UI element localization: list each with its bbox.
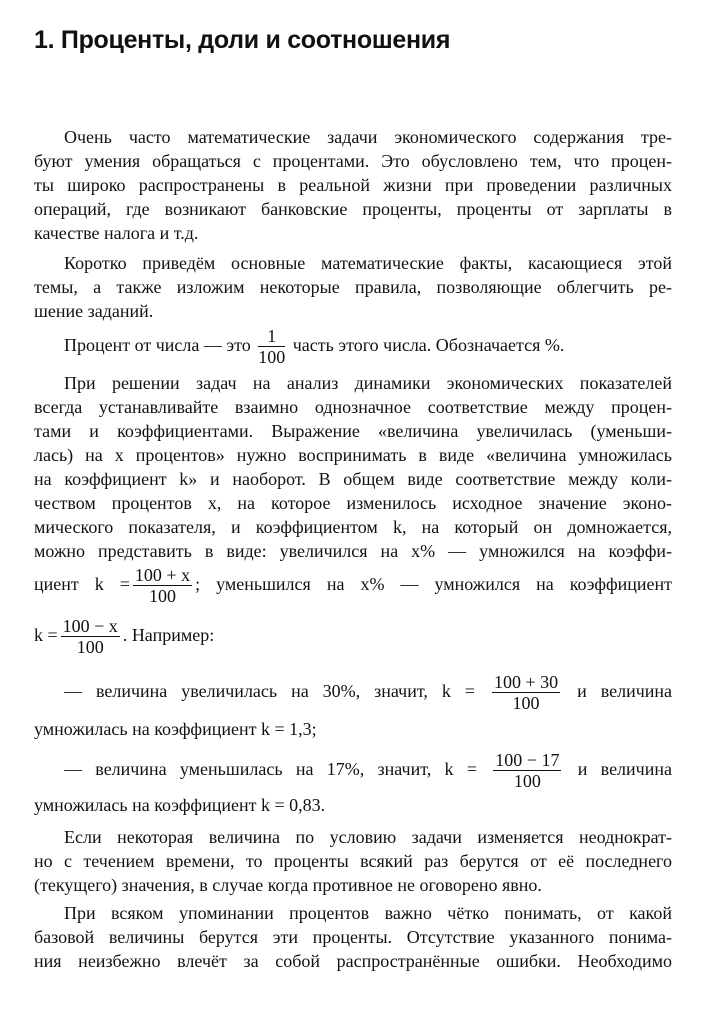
text: и величина [577, 681, 672, 701]
text-line: качестве налога и т.д. [34, 223, 199, 243]
text-line: шение заданий. [34, 301, 154, 321]
denominator: 100 [258, 347, 286, 368]
formula-line [64, 746, 672, 792]
text: часть этого числа. Обозначается %. [292, 335, 565, 355]
text: — величина уменьшилась на 17%, значит, k = [64, 759, 477, 779]
text: k = [34, 625, 58, 645]
text-line: При решении задач на анализ динамики экономических показателей [64, 373, 672, 393]
denominator: 100 [149, 586, 176, 607]
formula-line [64, 668, 672, 714]
text-line: тами и коэффициентами. Выражение «величина увеличилась (уменьши- [34, 421, 672, 441]
text-line: но с течением времени, то проценты всякий раз берутся от её последнего [34, 851, 672, 871]
text: циент k = [34, 574, 130, 594]
text-line: всегда устанавливайте взаимно однозначное соответствие между процен- [34, 397, 672, 417]
text-line: умножилась на коэффициент k = 0,83. [34, 795, 326, 815]
formula-line [34, 561, 672, 607]
numerator: 100 − x [62, 616, 118, 637]
text-line: мического показателя, и коэффициентом k, на который он домножается, [34, 517, 672, 537]
numerator: 100 + x [134, 565, 191, 586]
text-line: (текущего) значения, в случае когда противное не оговорено явно. [34, 875, 542, 895]
text: и величина [577, 759, 672, 779]
text-line: ты широко распространены в реальной жизни при проведении различных [34, 175, 672, 195]
fraction [492, 672, 560, 713]
text-line: на коэффициент k» и наоборот. В общем виде соответствие между коли- [34, 469, 672, 489]
text: — величина увеличилась на 30%, значит, k = [64, 681, 475, 701]
denominator: 100 [513, 771, 541, 792]
text-line: базовой величины берутся эти проценты. Отсутствие указанного понима- [34, 927, 672, 947]
formula-line [34, 612, 672, 658]
denominator: 100 [76, 637, 104, 658]
numerator: 1 [258, 326, 285, 347]
text-line: буют умения обращаться с процентами. Это обусловлено тем, что процен- [34, 151, 672, 171]
text: . Например: [122, 625, 215, 645]
text-line: При всяком упоминании процентов важно чётко понимать, от какой [64, 903, 672, 923]
denominator: 100 [512, 693, 540, 714]
fraction [133, 565, 192, 606]
text-line: умножилась на коэффициент k = 1,3; [34, 719, 317, 739]
percent-definition [64, 322, 672, 368]
text-line: операций, где возникают банковские проценты, проценты от зарплаты в [34, 199, 672, 219]
text-line: темы, а также изложим некоторые правила, позволяющие облегчить ре- [34, 277, 672, 297]
text: ; уменьшился на x% — умножился на коэффициент [195, 574, 672, 594]
numerator: 100 − 17 [495, 750, 560, 771]
text-line: лась) на x процентов» нужно воспринимать в виде «величина умножилась [34, 445, 672, 465]
text: Процент от числа — это [64, 335, 251, 355]
section-title: 1. Проценты, доли и соотношения [34, 26, 451, 54]
text-line: Коротко приведём основные математические факты, касающиеся этой [64, 253, 672, 273]
text-line: чеством процентов x, на которое изменилось исходное значение эконо- [34, 493, 672, 513]
text-line: Очень часто математические задачи экономического содержания тре- [64, 127, 672, 147]
text-line: можно представить в виде: увеличился на x% — умножился на коэффи- [34, 541, 672, 561]
fraction [493, 750, 561, 791]
numerator: 100 + 30 [493, 672, 559, 693]
fraction [258, 326, 285, 367]
fraction [61, 616, 120, 657]
text-line: ния неизбежно влечёт за собой распространённые ошибки. Необходимо [34, 951, 672, 971]
text-line: Если некоторая величина по условию задачи изменяется неоднократ- [64, 827, 672, 847]
